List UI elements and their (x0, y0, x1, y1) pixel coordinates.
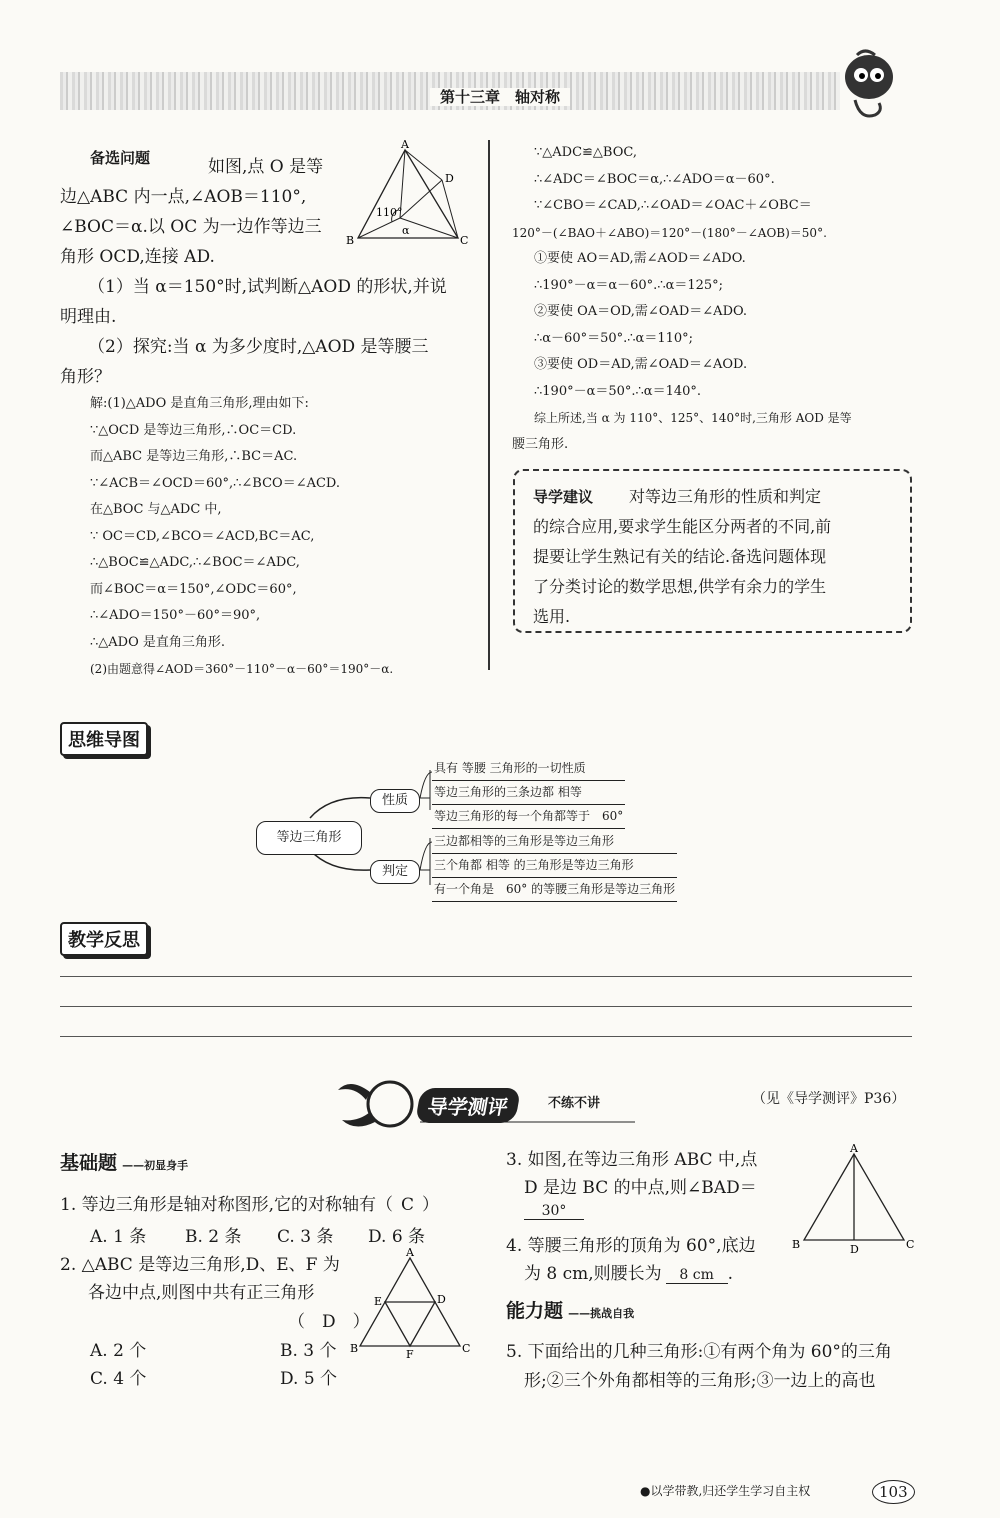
advice-line: 选用. (533, 607, 571, 626)
fig-label-d: D (445, 172, 454, 185)
fig-label-b: B (346, 234, 355, 247)
solution-left (90, 391, 393, 683)
banner-reference: （见《导学测评》P36） (752, 1091, 906, 1107)
fig-label-a: A (401, 140, 409, 151)
solution-line: ∵△OCD 是等边三角形,∴OC＝CD. (90, 422, 297, 438)
reflection-rule (60, 1006, 912, 1007)
banner-title: 导学测评 (415, 1088, 521, 1123)
q2-option: B. 3 个 (280, 1341, 337, 1361)
figure-triangle-aod (340, 140, 470, 250)
ability-subtitle: ——挑战自我 (568, 1307, 635, 1320)
basic-header (60, 1148, 188, 1175)
solution-line: ∴△BOC≌△ADC,∴∠BOC＝∠ADC, (90, 555, 300, 570)
mind-map-criteria-list (432, 830, 677, 902)
mind-map-center: 等边三角形 (256, 821, 362, 855)
q3-answer-wrap (524, 1200, 584, 1220)
footer-motto: ●以学带教,归还学生学习自主权 (640, 1484, 811, 1498)
solution-line: 而△ABC 是等边三角形,∴BC＝AC. (90, 449, 298, 464)
q3-label-c: C (906, 1238, 915, 1251)
problem-line: ∠BOC＝α.以 OC 为一边作等边三 (60, 217, 322, 237)
q2-label-a: A (406, 1248, 414, 1259)
basic-subtitle: ——初显身手 (122, 1159, 189, 1172)
problem-line: （2）探究:当 α 为多少度时,△AOD 是等腰三 (88, 337, 429, 357)
q1-answer: C (401, 1195, 415, 1215)
solution-line: ∴190°－α＝α－60°.∴α＝125°; (534, 277, 724, 293)
q2-option: A. 2 个 (90, 1341, 147, 1361)
q2-figure (348, 1248, 473, 1358)
ability-header (506, 1296, 634, 1323)
solution-line: ②要使 OA＝OD,需∠OAD＝∠ADO. (534, 304, 748, 319)
solution-line: ∴190°－α＝50°.∴α＝140°. (534, 383, 702, 399)
alt-problem-tag (90, 150, 150, 167)
page-number: 103 (872, 1480, 915, 1504)
mind-map-branch-property: 性质 (370, 789, 420, 813)
q3-stem: D 是边 BC 的中点,则∠BAD＝ (524, 1178, 757, 1198)
reflection-title: 教学反思 (60, 922, 148, 956)
q1-option: C. 3 条 (277, 1227, 334, 1247)
mind-map-item: 具有 等腰 三角形的一切性质 (432, 757, 625, 781)
ability-title: 能力题 (506, 1300, 564, 1322)
advice-line: 提要让学生熟记有关的结论.备选问题体现 (533, 547, 827, 566)
solution-line: ∴∠ADO＝150°－60°＝90°, (90, 608, 261, 623)
solution-line: 解:(1)△ADO 是直角三角形,理由如下: (90, 396, 309, 411)
problem-line: 角形 OCD,连接 AD. (60, 247, 215, 267)
mind-map-item: 等边三角形的每一个角都等于 60° (432, 805, 625, 829)
q4-answer: 8 cm (666, 1267, 728, 1284)
solution-line: 腰三角形. (512, 436, 569, 452)
fig-label-alpha: α (402, 224, 410, 237)
q5-stem: 5. 下面给出的几种三角形:①有两个角为 60°的三角 (506, 1342, 892, 1362)
q1-text: 1. 等边三角形是轴对称图形,它的对称轴有（ (60, 1195, 394, 1215)
reflection-rule (60, 976, 912, 977)
q4-stem: 4. 等腰三角形的顶角为 60°,底边 (506, 1236, 756, 1256)
solution-line: ③要使 OD＝AD,需∠OAD＝∠AOD. (534, 357, 748, 372)
q2-option: C. 4 个 (90, 1369, 147, 1389)
q2-label-c: C (462, 1342, 471, 1355)
q5-stem: 形;②三个外角都相等的三角形;③一边上的高也 (524, 1371, 876, 1391)
q2-label-f: F (406, 1348, 414, 1358)
advice-line: 对等边三角形的性质和判定 (629, 487, 822, 506)
q3-figure (790, 1142, 920, 1257)
solution-line: ∵ OC＝CD,∠BCO＝∠ACD,BC＝AC, (90, 528, 315, 544)
solution-line: ∴∠ADC＝∠BOC＝α,∴∠ADO＝α－60°. (534, 171, 775, 187)
solution-line: ∴△ADO 是直角三角形. (90, 634, 226, 650)
q3-answer: 30° (524, 1203, 584, 1220)
q4-text: 为 8 cm,则腰长为 (524, 1264, 662, 1284)
q1-paren: ） (422, 1195, 440, 1215)
solution-line: ∵∠CBO＝∠CAD,∴∠OAD＝∠OAC＋∠OBC＝ (534, 198, 812, 213)
solution-right (512, 140, 852, 458)
basic-title: 基础题 (60, 1152, 118, 1174)
alt-problem-label: 备选问题 (90, 149, 151, 167)
banner-sub: 不练不讲 (548, 1096, 601, 1111)
mind-map-item: 三边都相等的三角形是等边三角形 (432, 830, 677, 854)
mind-map-property-list (432, 757, 625, 829)
solution-line: 在△BOC 与△ADC 中, (90, 502, 222, 517)
column-divider (488, 140, 490, 670)
q1-option: D. 6 条 (368, 1227, 426, 1247)
fig-label-angle: 110° (376, 206, 403, 219)
advice-content (533, 482, 903, 632)
q1-option: A. 1 条 (90, 1227, 147, 1247)
solution-line: ∵∠ACB＝∠OCD＝60°,∴∠BCO＝∠ACD. (90, 475, 341, 491)
solution-line: ∵△ADC≌△BOC, (534, 145, 637, 160)
solution-line: (2)由题意得∠AOD＝360°－110°－α－60°＝190°－α. (90, 662, 394, 676)
problem-line: 如图,点 O 是等 (208, 157, 324, 177)
mind-map-item: 有一个角是 60° 的等腰三角形是等边三角形 (432, 878, 677, 902)
advice-label: 导学建议 (533, 488, 594, 506)
q1-stem (60, 1190, 439, 1215)
q3-label-a: A (850, 1142, 858, 1155)
q2-stem: 各边中点,则图中共有正三角形 (88, 1283, 315, 1303)
problem-line: 边△ABC 内一点,∠AOB＝110°, (60, 187, 307, 207)
advice-line: 的综合应用,要求学生能区分两者的不同,前 (533, 517, 832, 536)
solution-line: 综上所述,当 α 为 110°、125°、140°时,三角形 AOD 是等 (534, 411, 852, 425)
problem-line: 角形？ (60, 367, 111, 387)
q2-answer: （ D ） (288, 1312, 370, 1332)
solution-line: 而∠BOC＝α＝150°,∠ODC＝60°, (90, 581, 297, 597)
solution-line: 120°－(∠BAO＋∠ABO)＝120°－(180°－∠AOB)＝50°. (512, 225, 827, 240)
reflection-rule (60, 1036, 912, 1037)
mind-map-item: 等边三角形的三条边都 相等 (432, 781, 625, 805)
solution-line: ∴α－60°＝50°.∴α＝110°; (534, 330, 694, 346)
q1-option: B. 2 条 (185, 1227, 242, 1247)
mind-map-title: 思维导图 (60, 722, 148, 756)
mind-map-branch-criteria: 判定 (370, 860, 420, 884)
q4-stem: 为 8 cm,则腰长为 8 cm . (524, 1264, 734, 1284)
q2-option: D. 5 个 (280, 1369, 338, 1389)
advice-line: 了分类讨论的数学思想,供学有余力的学生 (533, 577, 827, 596)
problem-line: （1）当 α＝150°时,试判断△AOD 的形状,并说 (88, 277, 447, 297)
q3-label-d: D (850, 1243, 859, 1256)
chapter-title: 第十三章 轴对称 (0, 86, 1000, 107)
q2-label-d: D (437, 1293, 446, 1306)
problem-line: 明理由. (60, 307, 117, 327)
q3-stem: 3. 如图,在等边三角形 ABC 中,点 (506, 1150, 758, 1170)
mind-map-item: 三个角都 相等 的三角形是等边三角形 (432, 854, 677, 878)
q2-label-b: B (350, 1342, 359, 1355)
q3-label-b: B (792, 1238, 801, 1251)
q2-stem: 2. △ABC 是等边三角形,D、E、F 为 (60, 1255, 340, 1275)
q2-label-e: E (374, 1295, 383, 1308)
mascot-icon (835, 45, 905, 125)
fig-label-c: C (460, 234, 469, 247)
solution-line: ①要使 AO＝AD,需∠AOD＝∠ADO. (534, 251, 746, 266)
